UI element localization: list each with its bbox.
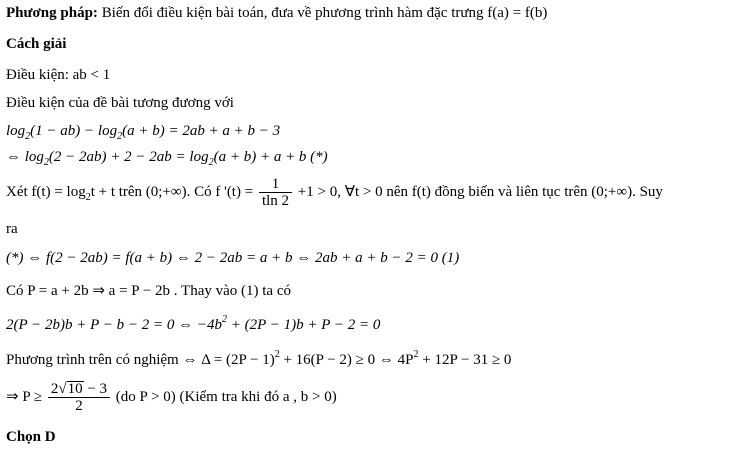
star-equivalence: (*) ⇔ f(2 − 2ab) = f(a + b) ⇔ 2 − 2ab = a + b ⇔ 2ab + a + b − 2 = 0 (1)	[6, 250, 460, 266]
method-text: Biến đổi điều kiện bài toán, đưa về phương trình hàm đặc trưng f(a) = f(b)	[97, 5, 548, 21]
solution-heading: Cách giải	[6, 36, 67, 52]
substitution-line: 2(P − 2b)b + P − b − 2 = 0 ⇔ $-4b^2 + (2P - 1)b + P - 2 = 0$	[6, 314, 381, 333]
discriminant-line: Phương trình trên có nghiệm ⇔ $\Delta = (2P - 1)^2 + 16(P - 2) \ge 0$ ⇔ $4P^2 + 12P - 31 \ge 0$	[6, 349, 512, 368]
condition-line: Điều kiện: ab < 1	[6, 67, 111, 83]
result-line: ⇒ P ≥ $\frac{2√10 - 3}{2}$ (do P > 0) (Kiểm tra khi đó a , b > 0)	[6, 381, 337, 414]
answer-line: Chọn D	[6, 429, 56, 445]
consider-line: Xét $f(t) = \log_2t + t$ trên (0;+∞). Có f '(t) = $\frac{1}{tln 2}$ +1 > 0, ∀t > 0 nên f(t) đồng biến và liên tục trên (0;+∞). Suy	[6, 176, 663, 209]
p-definition-line: Có P = a + 2b ⇒ a = P − 2b . Thay vào (1) ta có	[6, 283, 291, 299]
derivative-fraction: $\frac{1}{tln 2}$	[259, 176, 292, 209]
equation-2: ⇔ $\log_2(2 - 2ab) + 2 - 2ab = \log_2(a + b) + a + b$ (*)	[6, 149, 328, 168]
sqrt-icon: √	[58, 381, 67, 397]
method-label: Phương pháp:	[6, 5, 98, 21]
condition-intro: Điều kiện của đề bài tương đương với	[6, 95, 234, 111]
result-fraction: $\frac{2√10 - 3}{2}$	[48, 381, 110, 414]
method-line	[6, 4, 547, 22]
consider-continuation: ra	[6, 221, 18, 237]
equation-1: $\log_2(1 - ab) - \log_2(a + b) = 2ab + a + b - 3$	[6, 123, 281, 142]
